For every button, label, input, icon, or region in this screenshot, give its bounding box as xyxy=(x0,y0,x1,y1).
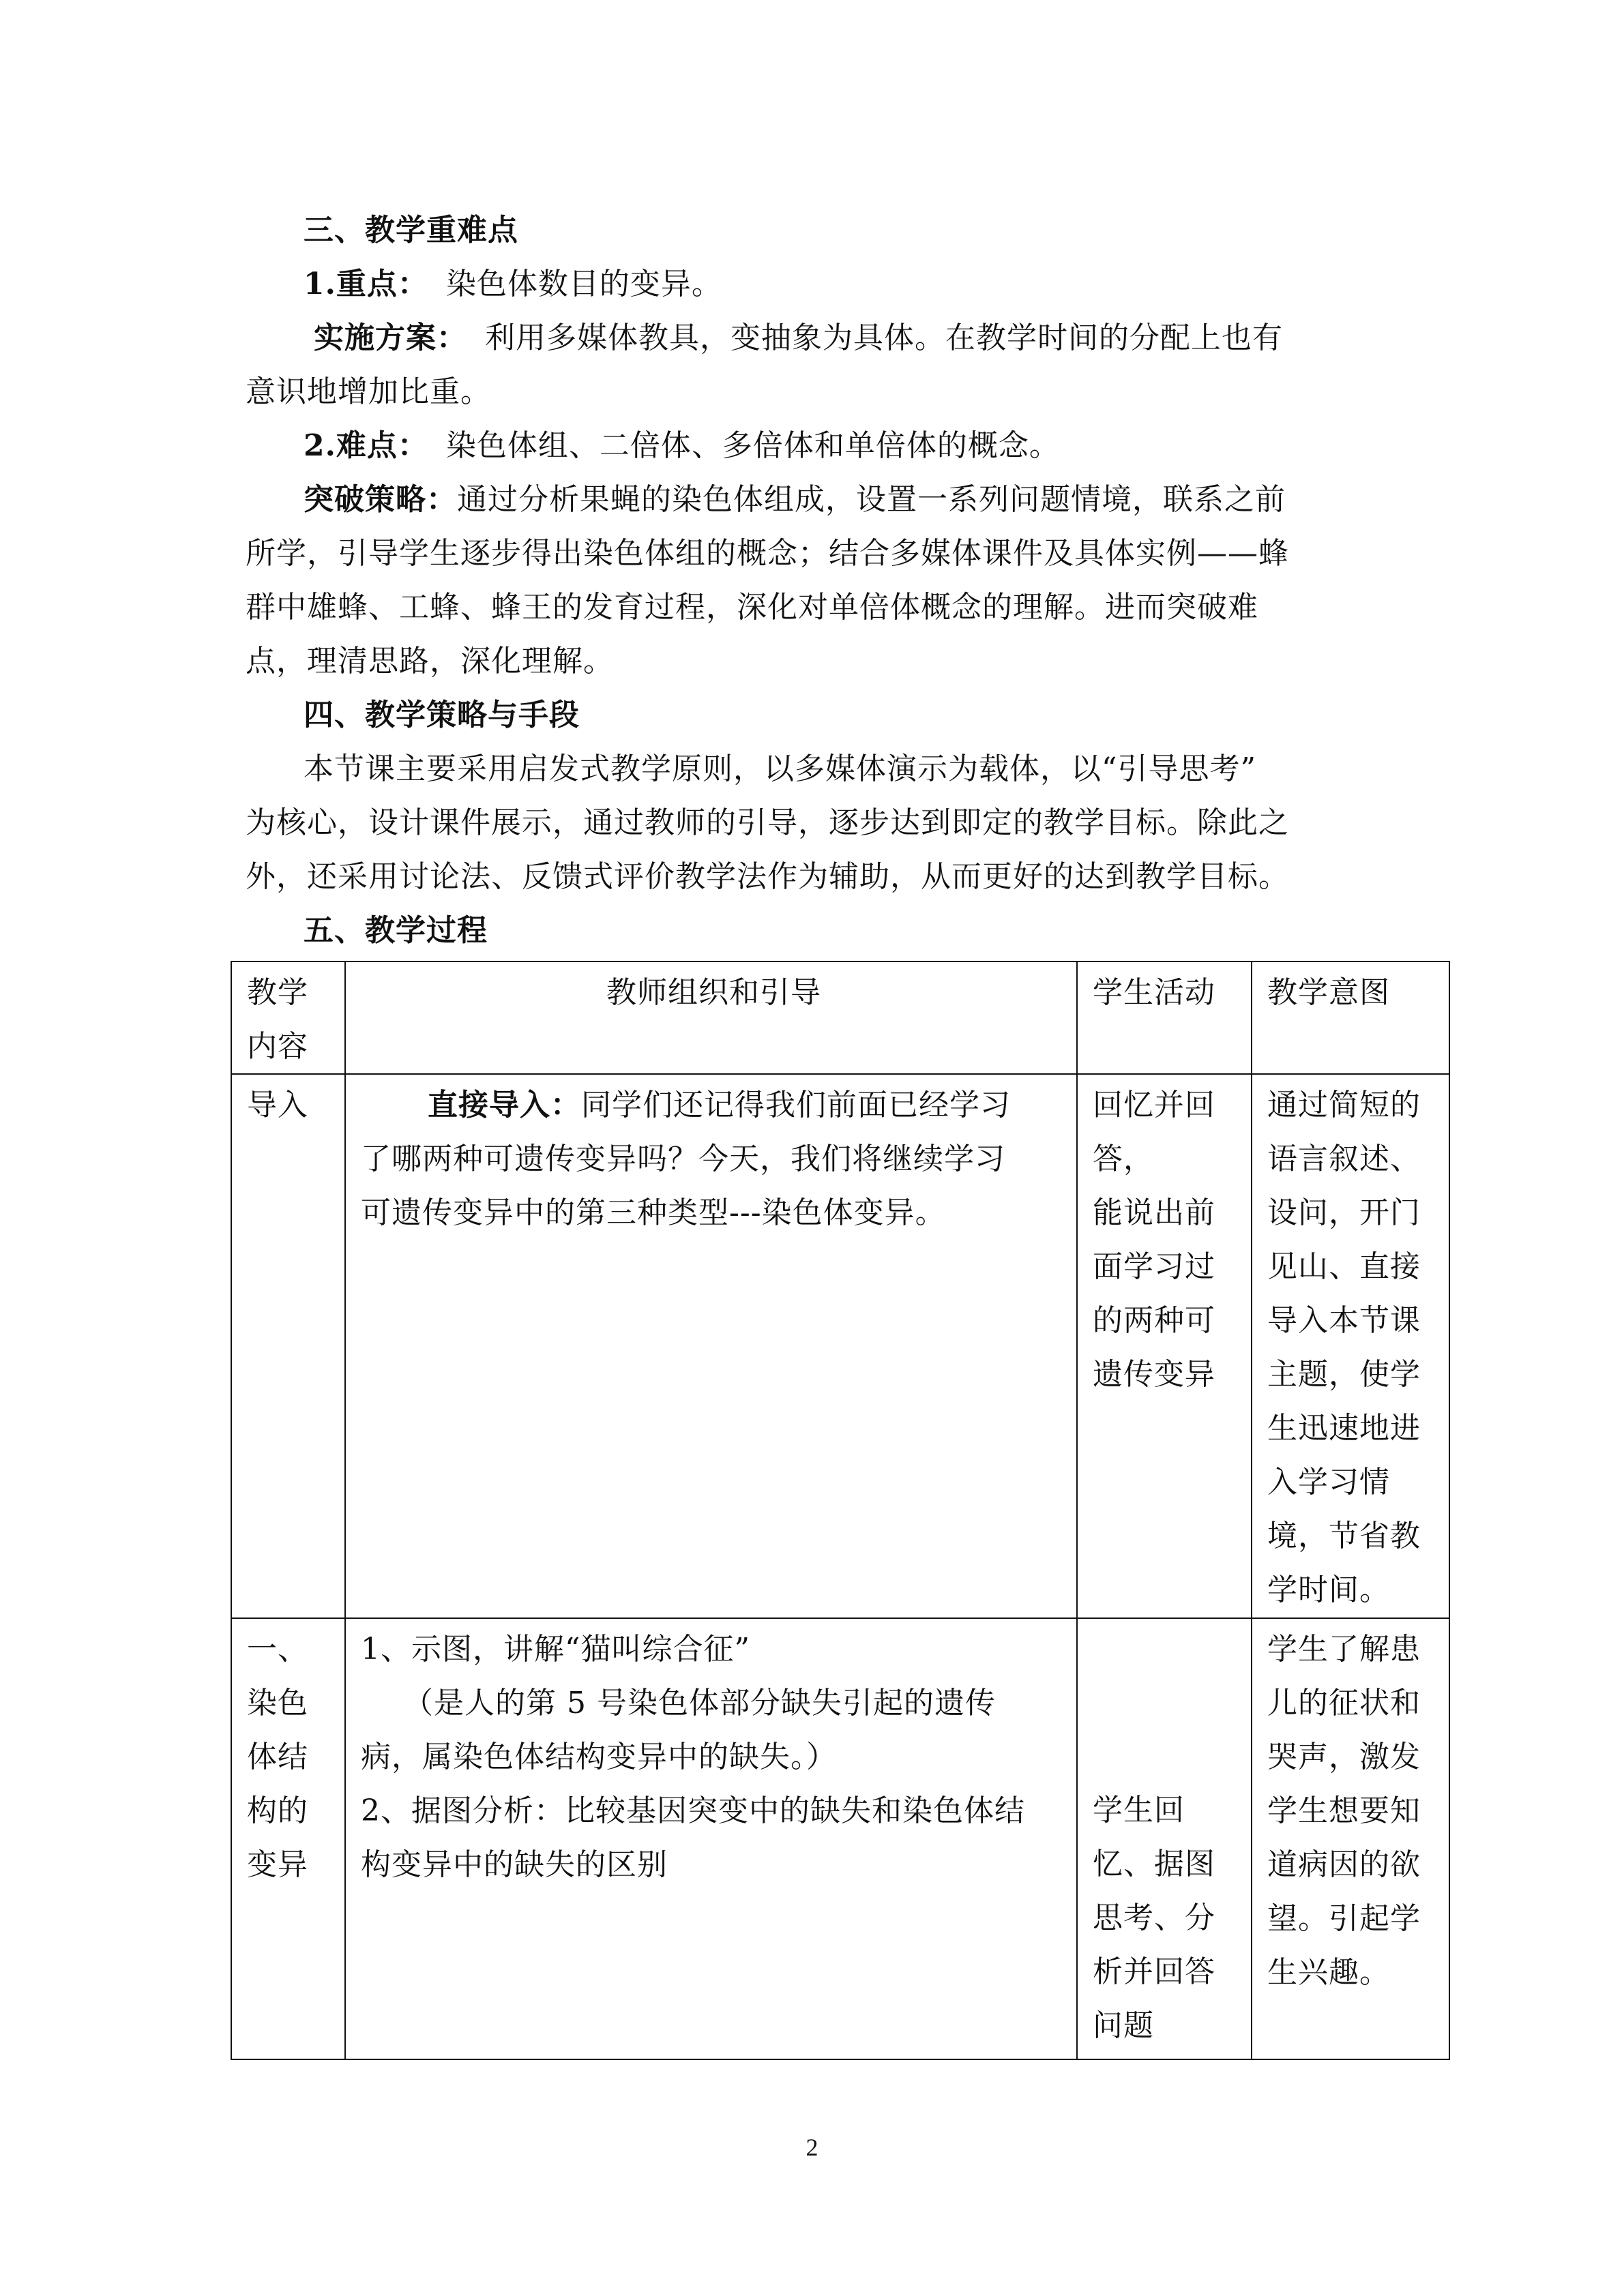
row2-intent-line: 学生想要知 xyxy=(1267,1793,1421,1828)
row2-teacher-line: 2、据图分析：比较基因突变中的缺失和染色体结 xyxy=(361,1793,1025,1828)
key-point-text: 染色体数目的变异。 xyxy=(445,267,722,301)
row1-teacher-line: 可遗传变异中的第三种类型---染色体变异。 xyxy=(361,1195,946,1230)
row1-content-label: 导入 xyxy=(247,1088,308,1122)
row1-intent-cell xyxy=(1252,1074,1449,1618)
row2-teacher-text: （是人的第 5 号染色体部分缺失引起的遗传 xyxy=(403,1686,996,1720)
row1-intent-line: 学时间。 xyxy=(1267,1572,1390,1607)
row2-content-line: 一、 xyxy=(247,1632,308,1667)
plan-line-1 xyxy=(314,311,1426,365)
row1-intent-line: 境，节省教 xyxy=(1267,1519,1421,1553)
row2-teacher-line xyxy=(361,1676,1067,1730)
header-teacher-cell xyxy=(345,961,1077,1074)
row2-student-line: 学生回 xyxy=(1093,1793,1185,1828)
row1-student-line: 能说出前 xyxy=(1093,1195,1215,1230)
plan-text-1: 利用多媒体教具，变抽象为具体。在教学时间的分配上也有 xyxy=(485,320,1283,355)
strategy-line-4: 点，理清思路，深化理解。 xyxy=(246,644,614,679)
row2-intent-line: 望。引起学 xyxy=(1267,1901,1421,1936)
section4-line-2: 为核心，设计课件展示，通过教师的引导，逐步达到即定的教学目标。除此之 xyxy=(246,805,1289,840)
section4-line-1: 本节课主要采用启发式教学原则，以多媒体演示为载体，以“引导思考” xyxy=(304,751,1256,786)
table-row xyxy=(231,1074,1449,1618)
row1-intent-line: 通过简短的 xyxy=(1267,1088,1421,1122)
row1-intent-line: 设问，开门 xyxy=(1267,1195,1421,1230)
row1-intent-line: 见山、直接 xyxy=(1267,1249,1421,1284)
header-content-cell xyxy=(231,961,345,1074)
header-intent-label: 教学意图 xyxy=(1267,975,1390,1010)
header-student-cell xyxy=(1077,961,1252,1074)
row1-student-line: 答， xyxy=(1093,1142,1154,1176)
row2-student-line: 忆、据图 xyxy=(1093,1847,1215,1881)
row1-teacher-label: 直接导入： xyxy=(428,1088,581,1122)
row2-student-line: 思考、分 xyxy=(1093,1900,1215,1935)
row1-content-cell xyxy=(231,1074,345,1618)
strategy-line-3: 群中雄蜂、工蜂、蜂王的发育过程，深化对单倍体概念的理解。进而突破难 xyxy=(246,590,1258,625)
strategy-label: 突破策略： xyxy=(304,482,457,517)
table-row xyxy=(231,1618,1449,2059)
section5-heading: 五、教学过程 xyxy=(304,913,488,948)
row2-student-cell xyxy=(1077,1618,1252,2059)
row1-teacher-text: 同学们还记得我们前面已经学习 xyxy=(581,1088,1011,1122)
difficult-point-text: 染色体组、二倍体、多倍体和单倍体的概念。 xyxy=(445,428,1060,463)
row1-intent-line: 生迅速地进 xyxy=(1267,1411,1421,1446)
row2-content-line: 变异 xyxy=(247,1847,308,1882)
plan-line-2: 意识地增加比重。 xyxy=(246,374,491,409)
row1-student-line: 遗传变异 xyxy=(1093,1357,1215,1392)
row2-intent-cell xyxy=(1252,1618,1449,2059)
header-intent-cell xyxy=(1252,961,1449,1074)
row2-intent-line: 生兴趣。 xyxy=(1267,1955,1390,1990)
row1-teacher-cell xyxy=(345,1074,1077,1618)
row2-content-cell xyxy=(231,1618,345,2059)
row1-intent-line: 入学习情 xyxy=(1267,1465,1390,1500)
header-teacher-label: 教师组织和引导 xyxy=(606,975,821,1010)
strategy-text-1: 通过分析果蝇的染色体组成，设置一系列问题情境，联系之前 xyxy=(457,482,1286,517)
row1-intent-line: 语言叙述、 xyxy=(1267,1142,1421,1176)
row2-content-line: 构的 xyxy=(247,1793,308,1828)
row2-intent-line: 学生了解患 xyxy=(1267,1632,1421,1667)
section3-heading: 三、教学重难点 xyxy=(304,213,518,248)
strategy-line-2: 所学，引导学生逐步得出染色体组的概念；结合多媒体课件及具体实例——蜂 xyxy=(246,536,1289,571)
row2-teacher-line: 1、示图，讲解“猫叫综合征” xyxy=(361,1632,750,1667)
row2-content-line: 体结 xyxy=(247,1740,308,1774)
plan-label: 实施方案： xyxy=(314,320,467,355)
row2-student-line: 析并回答 xyxy=(1093,1954,1215,1989)
row2-intent-line: 道病因的欲 xyxy=(1267,1847,1421,1882)
key-point-line xyxy=(304,257,1415,311)
row2-student-line: 问题 xyxy=(1093,2008,1154,2043)
header-content-line: 教学 xyxy=(247,975,308,1010)
section4-line-3: 外，还采用讨论法、反馈式评价教学法作为辅助，从而更好的达到教学目标。 xyxy=(246,859,1289,894)
table-header-row xyxy=(231,961,1449,1074)
teaching-process-table xyxy=(231,961,1450,2060)
row2-teacher-line: 病，属染色体结构变异中的缺失。） xyxy=(361,1740,837,1774)
row2-teacher-line: 构变异中的缺失的区别 xyxy=(361,1847,668,1882)
row2-content-line: 染色 xyxy=(247,1686,308,1720)
header-content-line: 内容 xyxy=(247,1029,308,1064)
difficult-point-line xyxy=(304,419,1415,473)
section4-heading: 四、教学策略与手段 xyxy=(304,698,580,732)
header-student-label: 学生活动 xyxy=(1093,975,1215,1010)
row1-student-line: 的两种可 xyxy=(1093,1303,1215,1338)
row1-teacher-line: 了哪两种可遗传变异吗？今天，我们将继续学习 xyxy=(361,1142,1005,1176)
row2-intent-line: 哭声，激发 xyxy=(1267,1740,1421,1774)
row1-teacher-line xyxy=(361,1078,1067,1132)
row1-student-line: 面学习过 xyxy=(1093,1249,1215,1284)
row1-intent-line: 导入本节课 xyxy=(1267,1303,1421,1338)
row2-teacher-cell xyxy=(345,1618,1077,2059)
key-point-label: 1.重点： xyxy=(304,267,428,301)
row1-intent-line: 主题，使学 xyxy=(1267,1357,1421,1392)
strategy-line-1 xyxy=(304,473,1415,526)
row1-student-cell xyxy=(1077,1074,1252,1618)
difficult-point-label: 2.难点： xyxy=(304,428,428,463)
row2-intent-line: 儿的征状和 xyxy=(1267,1686,1421,1720)
page-number: 2 xyxy=(806,2134,818,2161)
row1-student-line: 回忆并回 xyxy=(1093,1088,1215,1122)
